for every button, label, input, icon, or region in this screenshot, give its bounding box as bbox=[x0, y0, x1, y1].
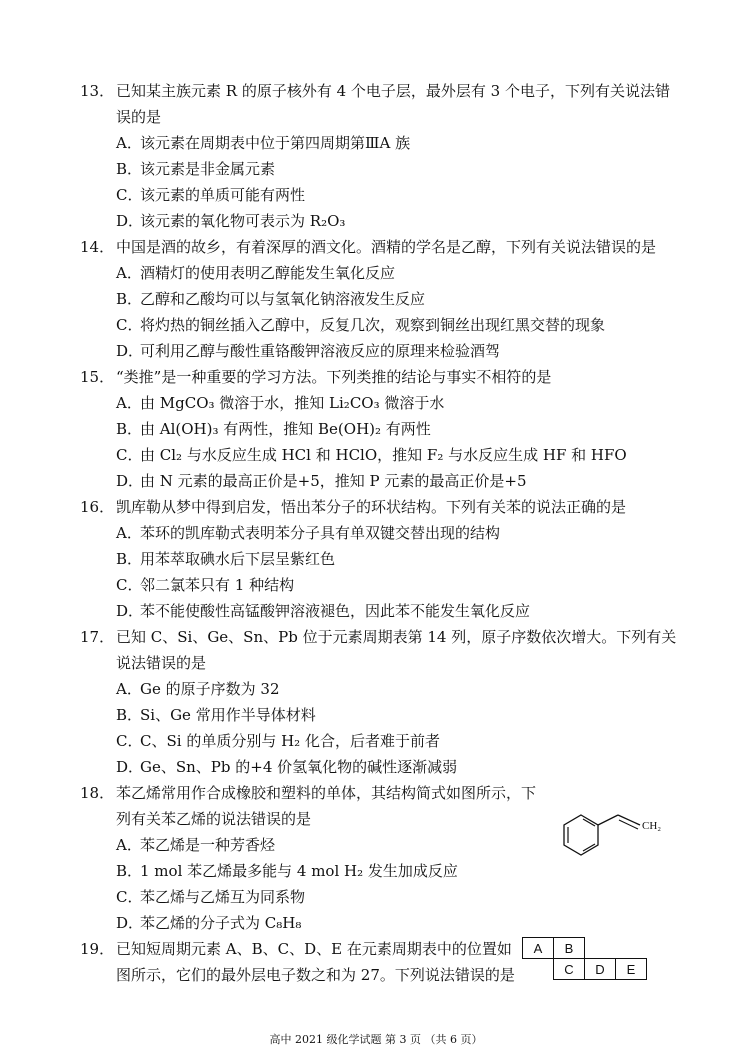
question-number: 18． bbox=[80, 784, 115, 802]
option-c: C．苯乙烯与乙烯互为同系物 bbox=[116, 888, 306, 906]
option-d: D．Ge、Sn、Pb 的+4 价氢氧化物的碱性逐渐减弱 bbox=[116, 758, 458, 776]
question-number: 19． bbox=[80, 940, 115, 958]
question-19 bbox=[80, 936, 520, 988]
option-b: B．该元素是非金属元素 bbox=[116, 160, 276, 178]
question-number: 13． bbox=[80, 82, 115, 100]
option-b: B．Si、Ge 常用作半导体材料 bbox=[116, 706, 316, 724]
question-text: 凯库勒从梦中得到启发，悟出苯分子的环状结构。下列有关苯的说法正确的是 bbox=[116, 498, 627, 516]
question-stem bbox=[80, 364, 680, 390]
option-b: B．由 Al(OH)₃ 有两性，推知 Be(OH)₂ 有两性 bbox=[116, 420, 431, 438]
question-number: 15． bbox=[80, 368, 115, 386]
question-stem bbox=[80, 494, 680, 520]
option-a: A．由 MgCO₃ 微溶于水，推知 Li₂CO₃ 微溶于水 bbox=[116, 394, 445, 412]
question-18 bbox=[80, 780, 550, 936]
cell-d: D bbox=[585, 959, 616, 980]
question-number: 14． bbox=[80, 238, 115, 256]
question-text: 苯乙烯常用作合成橡胶和塑料的单体，其结构简式如图所示，下列有关苯乙烯的说法错误的是 bbox=[116, 784, 537, 828]
option-c: C．邻二氯苯只有 1 种结构 bbox=[116, 576, 295, 594]
option-d: D．苯乙烯的分子式为 C₈H₈ bbox=[116, 914, 302, 932]
option-c: C．C、Si 的单质分别与 H₂ 化合，后者难于前者 bbox=[116, 732, 440, 750]
option-c: C．该元素的单质可能有两性 bbox=[116, 186, 306, 204]
page-footer: 高中 2021 级化学试题 第 3 页 （共 6 页） bbox=[269, 1033, 483, 1046]
cell-empty bbox=[523, 959, 554, 980]
question-text: 已知短周期元素 A、B、C、D、E 在元素周期表中的位置如图所示，它们的最外层电子数之和为 27。下列说法错误的是 bbox=[116, 940, 515, 984]
question-stem bbox=[80, 234, 680, 260]
option-b: B．乙醇和乙酸均可以与氢氧化钠溶液发生反应 bbox=[116, 290, 426, 308]
cell-b: B bbox=[554, 938, 585, 959]
question-16 bbox=[80, 494, 680, 624]
question-text: 中国是酒的故乡，有着深厚的酒文化。酒精的学名是乙醇，下列有关说法错误的是 bbox=[116, 238, 657, 256]
ch2-label: CH₂ bbox=[642, 820, 662, 832]
cell-empty bbox=[616, 938, 647, 959]
question-13 bbox=[80, 78, 680, 234]
option-b: B．1 mol 苯乙烯最多能与 4 mol H₂ 发生加成反应 bbox=[116, 862, 458, 880]
question-stem bbox=[80, 936, 520, 988]
cell-a: A bbox=[523, 938, 554, 959]
question-15 bbox=[80, 364, 680, 494]
question-stem bbox=[80, 624, 680, 676]
option-c: C．由 Cl₂ 与水反应生成 HCl 和 HClO，推知 F₂ 与水反应生成 HF 和 HFO bbox=[116, 446, 627, 464]
styrene-structure-figure bbox=[556, 803, 676, 863]
question-stem bbox=[80, 780, 550, 832]
question-text: 已知某主族元素 R 的原子核外有 4 个电子层，最外层有 3 个电子，下列有关说法错误的是 bbox=[116, 82, 670, 126]
cell-e: E bbox=[616, 959, 647, 980]
periodic-position-table bbox=[522, 937, 647, 980]
option-c: C．将灼热的铜丝插入乙醇中，反复几次，观察到铜丝出现红黑交替的现象 bbox=[116, 316, 606, 334]
question-text: “类推”是一种重要的学习方法。下列类推的结论与事实不相符的是 bbox=[116, 368, 552, 386]
option-d: D．苯不能使酸性高锰酸钾溶液褪色，因此苯不能发生氧化反应 bbox=[116, 602, 531, 620]
option-a: A．酒精灯的使用表明乙醇能发生氧化反应 bbox=[116, 264, 396, 282]
question-number: 16． bbox=[80, 498, 115, 516]
vinyl-double-bond-second bbox=[619, 820, 638, 829]
benzene-ring bbox=[564, 815, 598, 855]
option-a: A．该元素在周期表中位于第四周期第ⅢA 族 bbox=[116, 134, 411, 152]
option-d: D．由 N 元素的最高正价是+5，推知 P 元素的最高正价是+5 bbox=[116, 472, 527, 490]
option-d: D．可利用乙醇与酸性重铬酸钾溶液反应的原理来检验酒驾 bbox=[116, 342, 501, 360]
option-d: D．该元素的氧化物可表示为 R₂O₃ bbox=[116, 212, 346, 230]
question-17 bbox=[80, 624, 680, 780]
question-text: 已知 C、Si、Ge、Sn、Pb 位于元素周期表第 14 列，原子序数依次增大。下列有关说法错误的是 bbox=[116, 628, 677, 672]
option-b: B．用苯萃取碘水后下层呈紫红色 bbox=[116, 550, 336, 568]
vinyl-double-bond bbox=[618, 815, 640, 825]
question-number: 17． bbox=[80, 628, 115, 646]
question-stem bbox=[80, 78, 680, 130]
option-a: A．苯乙烯是一种芳香烃 bbox=[116, 836, 276, 854]
cell-c: C bbox=[554, 959, 585, 980]
cell-empty bbox=[585, 938, 616, 959]
option-a: A．Ge 的原子序数为 32 bbox=[116, 680, 280, 698]
question-14 bbox=[80, 234, 680, 364]
vinyl-bond bbox=[598, 815, 618, 825]
option-a: A．苯环的凯库勒式表明苯分子具有单双键交替出现的结构 bbox=[116, 524, 501, 542]
